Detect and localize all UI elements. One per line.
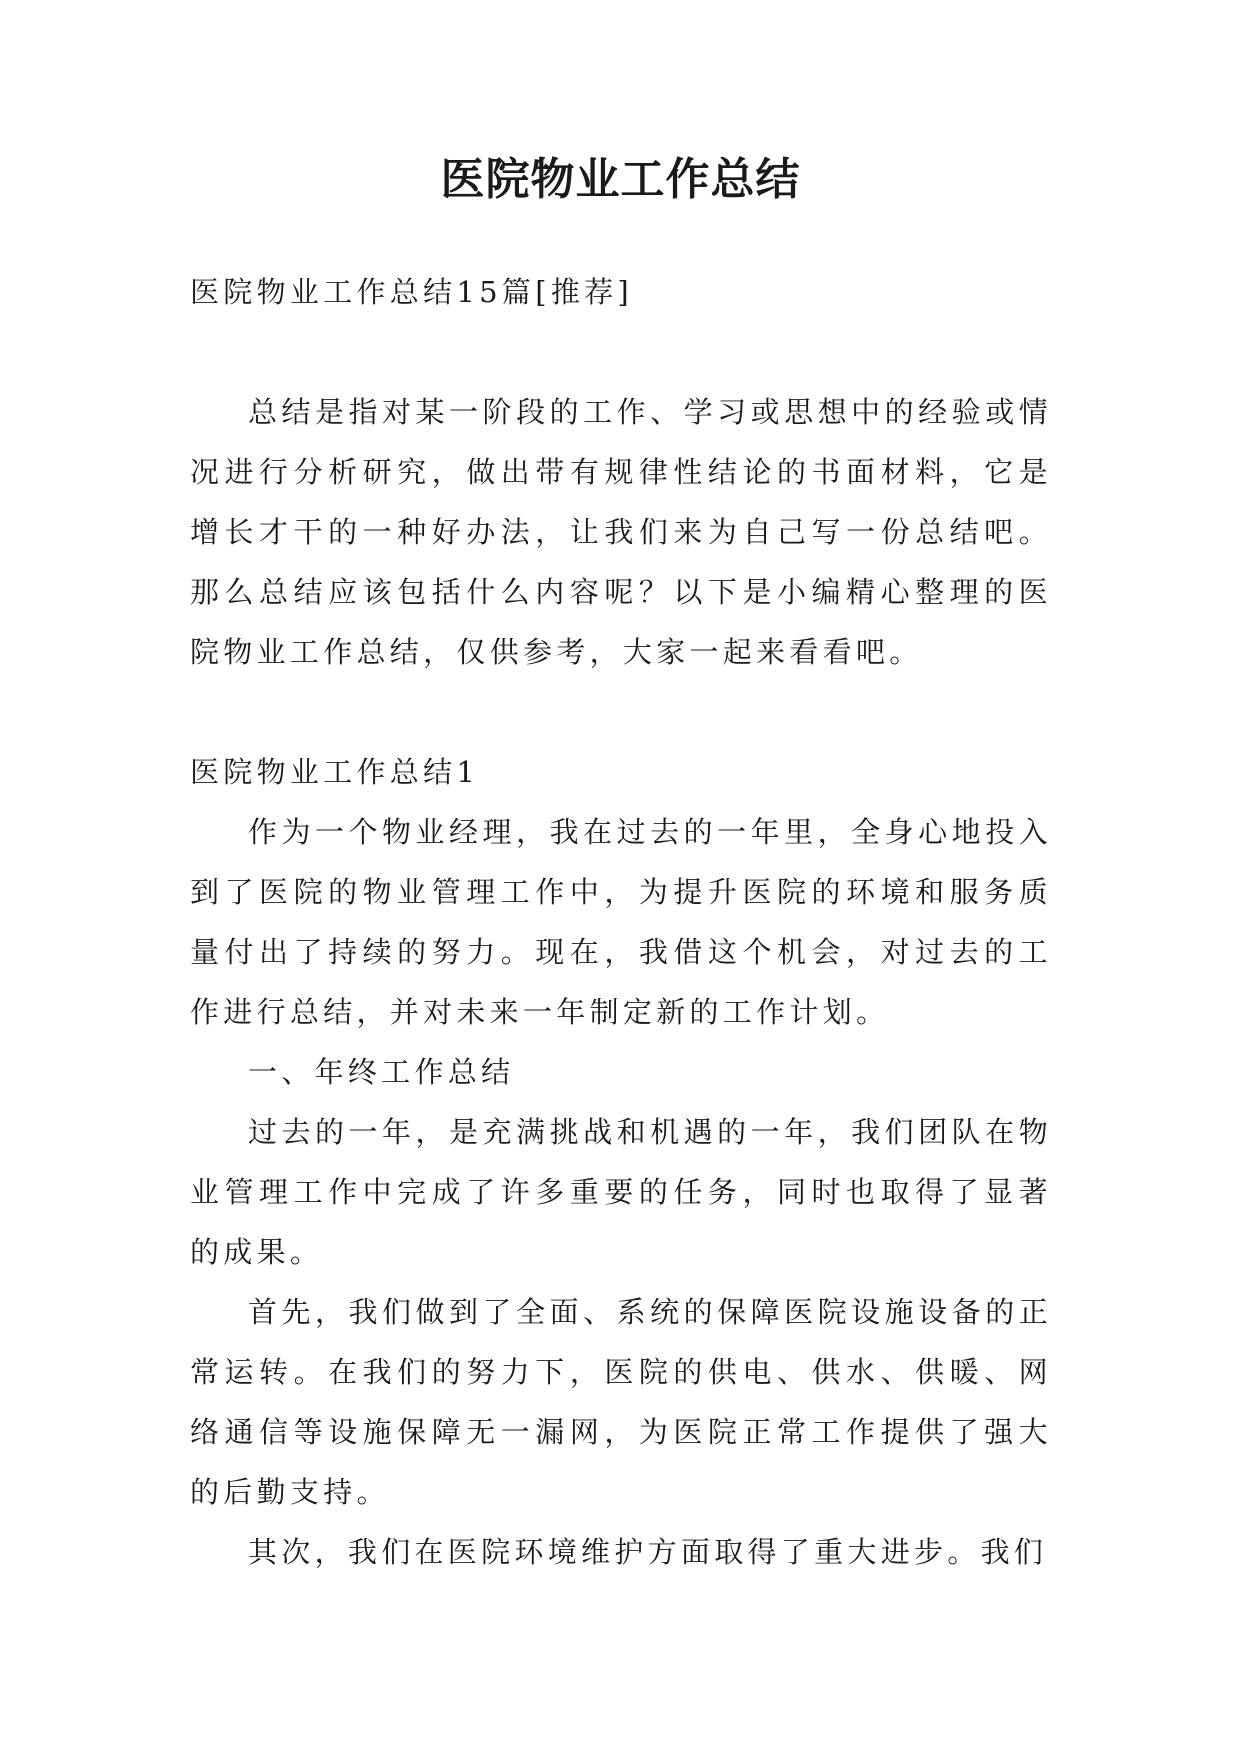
intro-paragraph: 总结是指对某一阶段的工作、学习或思想中的经验或情况进行分析研究，做出带有规律性结论的书面材料，它是增长才干的一种好办法，让我们来为自己写一份总结吧。那么总结应该包括什么内容呢？以下是小编精心整理的医院物业工作总结，仅供参考，大家一起来看看吧。	[190, 395, 1052, 669]
spacer	[190, 682, 1052, 742]
document-body	[190, 262, 1052, 1582]
subsection-heading: 一、年终工作总结	[248, 1055, 515, 1089]
document-subtitle: 医院物业工作总结15篇[推荐]	[190, 275, 634, 309]
body-paragraph: 作为一个物业经理，我在过去的一年里，全身心地投入到了医院的物业管理工作中，为提升医院的环境和服务质量付出了持续的努力。现在，我借这个机会，对过去的工作进行总结，并对未来一年制定新的工作计划。	[190, 815, 1052, 1029]
body-paragraph: 其次，我们在医院环境维护方面取得了重大进步。我们	[248, 1535, 1048, 1569]
body-paragraph: 首先，我们做到了全面、系统的保障医院设施设备的正常运转。在我们的努力下，医院的供电、供水、供暖、网络通信等设施保障无一漏网，为医院正常工作提供了强大的后勤支持。	[190, 1295, 1052, 1509]
document-title: 医院物业工作总结	[440, 154, 801, 205]
spacer	[190, 322, 1052, 382]
body-paragraph: 过去的一年，是充满挑战和机遇的一年，我们团队在物业管理工作中完成了许多重要的任务，同时也取得了显著的成果。	[190, 1115, 1052, 1269]
section-heading: 医院物业工作总结1	[190, 755, 480, 789]
